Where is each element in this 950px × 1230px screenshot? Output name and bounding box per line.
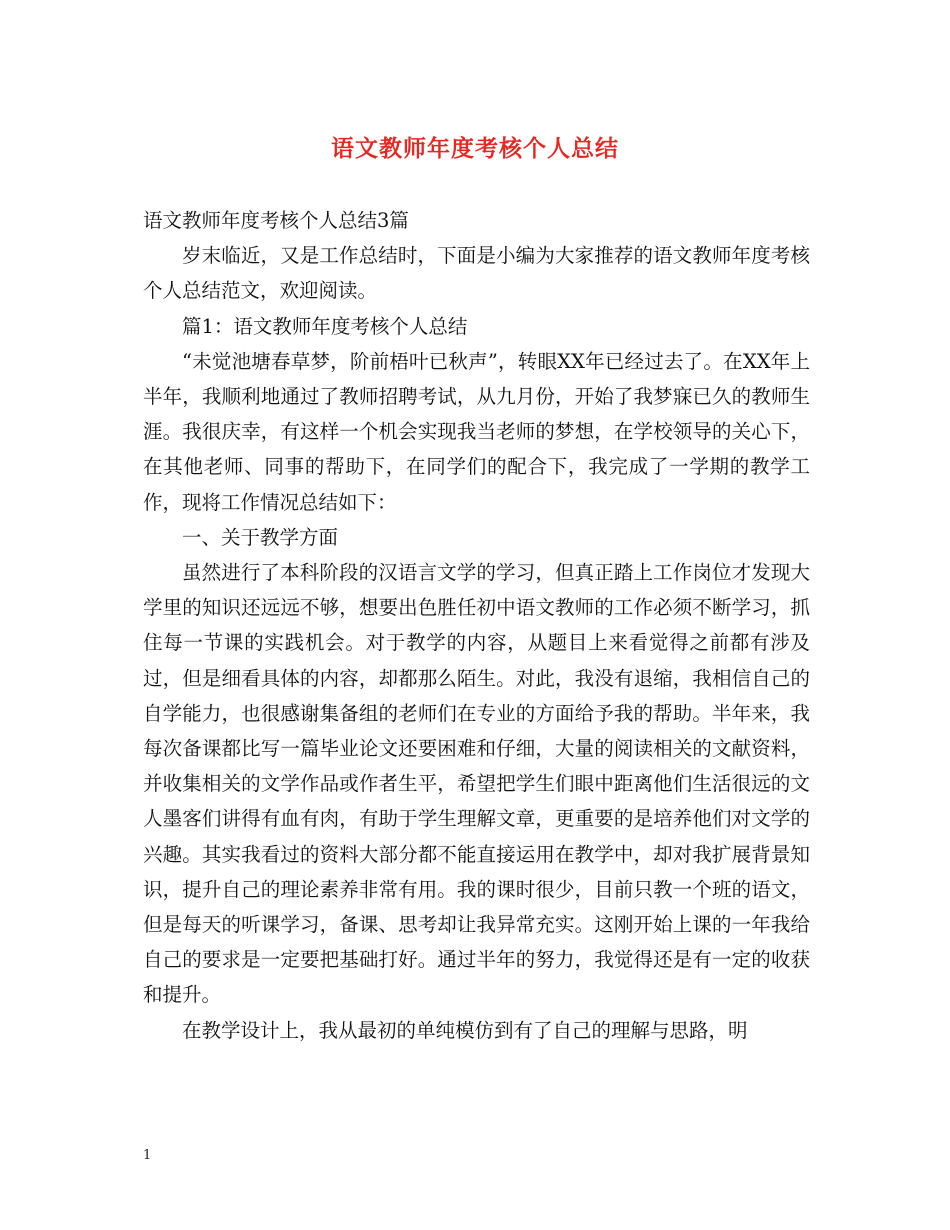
page-number: 1 <box>143 1148 152 1163</box>
document-subtitle: 语文教师年度考核个人总结3篇 <box>143 209 409 232</box>
section-heading-part1: 篇1：语文教师年度考核个人总结 <box>182 314 468 338</box>
paragraph-teaching: 虽然进行了本科阶段的汉语言文学的学习，但真正踏上工作岗位才发现大学里的知识还远远不够，想要出色胜任初中语文教师的工作必须不断学习，抓住每一节课的实践机会。对于教学的内容，从题目上来看觉得之前都有涉及过，但是细看具体的内容，却都那么陌生。对此，我没有退缩，我相信自己的自学能力，也很感谢集备组的老师们在专业的方面给予我的帮助。半年来，我每次备课都比写一篇毕业论文还要困难和仔细，大量的阅读相关的文献资料，并收集相关的文学作品或作者生平，希望把学生们眼中距离他们生活很远的文人墨客们讲得有血有肉，有助于学生理解文章，更重要的是培养他们对文学的兴趣。其实我看过的资料大部分都不能直接运用在教学中，却对我扩展背景知识，提升自己的理论素养非常有用。我的课时很少，目前只教一个班的语文，但是每天的听课学习，备课、思考却让我异常充实。这刚开始上课的一年我给自己的要求是一定要把基础打好。通过半年的努力，我觉得还是有一定的收获和提升。 <box>143 561 810 1007</box>
paragraph-opening: “未觉池塘春草梦，阶前梧叶已秋声”，转眼XX年已经过去了。在XX年上半年，我顺利地通过了教师招聘考试，从九月份，开始了我梦寐已久的教师生涯。我很庆幸，有这样一个机会实现我当老师的梦想，在学校领导的关心下，在其他老师、同事的帮助下，在同学们的配合下，我完成了一学期的教学工作，现将工作情况总结如下： <box>143 349 810 514</box>
paragraph-design: 在教学设计上，我从最初的单纯模仿到有了自己的理解与思路，明 <box>182 1018 748 1042</box>
document-title: 语文教师年度考核个人总结 <box>331 136 619 162</box>
document-body <box>143 203 810 1048</box>
section-heading-teaching: 一、关于教学方面 <box>182 525 339 549</box>
paragraph-intro: 岁末临近，又是工作总结时，下面是小编为大家推荐的语文教师年度考核个人总结范文，欢迎阅读。 <box>143 244 810 303</box>
